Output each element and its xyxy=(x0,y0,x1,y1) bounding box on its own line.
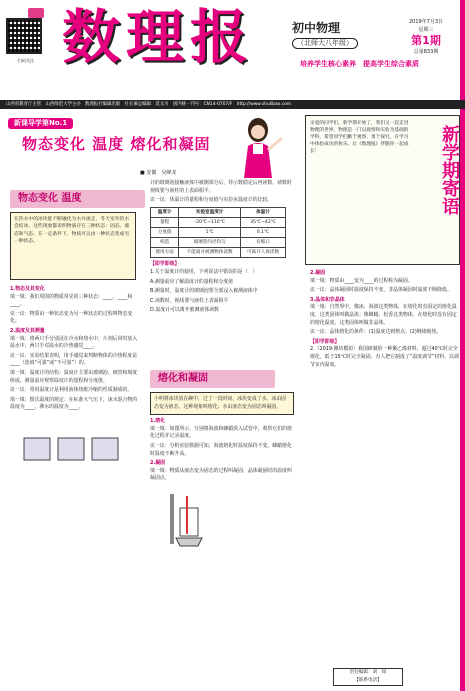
paragraph: 2.（2019·潍坊模拟）我国研制的一种聚乙烯材料，超过40℃时完全熔化，低于15℃时完全凝固。有人把它制成了“温度调节”材料，以调节室内温度。 xyxy=(310,346,459,368)
table-header-cell: 温度计 xyxy=(151,207,179,217)
table-cell: 有缩口 xyxy=(240,238,285,248)
paragraph: A.测量前应了解温度计的量程和分度值 xyxy=(150,278,234,285)
letter-text: 亲爱的同学们，新学期开始了，我们又一起走进物理的世界。物理是一门以观察和实验为基础的学科，希望同学们勤于观察、勇于探究，在学习中体验成功的快乐。让《数理报》伴随你一起成长！ xyxy=(310,121,409,155)
edition-label: （北师大八年级） xyxy=(292,38,358,49)
paragraph: 填一填：如图所示，分别将海波和蜂蜡放入试管中，观察它们的熔化过程并记录温度。 xyxy=(150,425,292,440)
paragraph: B.测量时，温度计的玻璃泡要全部浸入被测液体中 xyxy=(150,288,258,295)
paragraph: 填一填：将两只手分别浸在冷水和热水中，片刻后同时放入温水中，两只手对温水的冷热感觉____。 xyxy=(10,335,138,350)
issue-box xyxy=(392,18,460,56)
section-banner-melting: 熔化和凝固 xyxy=(150,370,275,388)
table-row xyxy=(151,238,286,248)
table-header-cell: 实验室温度计 xyxy=(179,207,241,217)
intro-box: 在热水中的冰块能不断融化为水并流走，冬天室外的水会结冰，这些现象都说明物质存在三种状态：固态、液态和气态。在一定条件下，物质可以由一种状态变成另一种状态。 xyxy=(10,212,136,280)
table-row xyxy=(151,217,286,227)
column-2-section2 xyxy=(150,392,294,552)
table-cell: 35℃~42℃ xyxy=(240,217,285,227)
newspaper-title: 数理报 xyxy=(62,3,255,71)
subsection-heading: 3.晶体和非晶体 xyxy=(310,296,345,303)
paragraph: 议一议：晶体凝固时温度保持不变，非晶体凝固时温度不断降低。 xyxy=(310,287,452,294)
table-row xyxy=(151,228,286,238)
paragraph: 填一填：自然界中，像冰、海波这类物体，在熔化时有固定的熔化温度，这类固体叫做晶体；像蜂蜡、松香这类物体，在熔化时没有固定的熔化温度，这类固体叫做非晶体。 xyxy=(310,304,457,326)
table-cell: 构造 xyxy=(151,238,179,248)
table-cell: 不能离开被测物体读数 xyxy=(179,248,241,258)
qr-code-icon xyxy=(6,18,42,54)
qr-label: 扫码关注 xyxy=(17,58,35,63)
table-cell: 0.1℃ xyxy=(240,228,285,238)
melting-intro-text: 小明将冰块放在碗中，过了一段时间，冰块变成了水。冰由固态变为液态，这种现象叫熔化；水由液态变为固态叫凝固。 xyxy=(154,396,287,410)
section-banner-state-change: 物态变化 温度 xyxy=(10,190,145,208)
paragraph: 填一填：摄氏温度的规定：在标准大气压下，冰水混合物的温度为____，沸水的温度为____。 xyxy=(10,396,138,411)
footer-tag xyxy=(333,668,403,686)
series-tag: 新课导学第No.1 xyxy=(8,118,73,129)
logo-ribbon-icon xyxy=(28,8,44,18)
paragraph: 议一议：体温计的量程和分度值与实验室温度计的比较。 xyxy=(150,197,273,204)
column-2-top xyxy=(150,180,294,205)
paragraph: 议一议：晶体熔化的条件：(1)温度达到熔点；(2)继续吸热。 xyxy=(310,329,442,336)
thermometer-table xyxy=(150,207,286,259)
paragraph: C.读数时，视线要与液柱上表面相平 xyxy=(150,297,229,304)
footer-editor: 责任编辑：刘 绿 xyxy=(349,670,387,675)
subsection-heading: 2.凝固 xyxy=(150,460,166,467)
subsection-heading: 【即学即练】 xyxy=(150,261,180,268)
info-bar: 山西省教育厅主管 山西师范大学主办 数理报社编辑出版 社长兼总编辑：延文川 国内统一刊号：CN14-0707/F http://www.shulibao.com xyxy=(0,100,465,109)
table-cell: 1℃ xyxy=(179,228,241,238)
table-row xyxy=(151,248,286,258)
headline: 物态变化 温度 熔化和凝固 xyxy=(22,135,211,153)
subsection-heading: 【即学即练】 xyxy=(310,338,340,345)
paragraph: 填一填：我们周围的物质常见的三种状态：____、____和____。 xyxy=(10,293,133,308)
melting-body xyxy=(150,418,294,483)
column-3 xyxy=(310,270,460,371)
subsection-heading: 1.熔化 xyxy=(150,418,166,425)
byline: ■ 安徽 吴峰龙 xyxy=(140,170,177,176)
table-cell: 分度值 xyxy=(151,228,179,238)
footer-contact: 【联系电话】 xyxy=(354,678,382,683)
melting-apparatus-figure-icon xyxy=(150,488,220,548)
column-1 xyxy=(10,286,138,414)
paragraph: D.温度计可以离开被测液体读数 xyxy=(150,307,219,314)
table-body xyxy=(151,217,286,257)
issue-label: 第 xyxy=(411,34,423,47)
issue-suffix: 期 xyxy=(429,34,441,47)
table-header-cell: 体温计 xyxy=(240,207,285,217)
paragraph: 议一议：实验结果表明，用手感觉来判断物体的冷热程度是____（选填“可靠”或“不可靠”）的。 xyxy=(10,352,138,367)
hand-water-figure-icon xyxy=(20,428,120,464)
table-cell: 量程 xyxy=(151,217,179,227)
column-2 xyxy=(150,180,294,317)
table-cell: -20℃~110℃ xyxy=(179,217,241,227)
teacher-illustration-icon xyxy=(220,116,290,178)
paragraph: 1.关于温度计的使用，下列说法中错误的是（ ） xyxy=(150,268,258,275)
subsection-heading: 2.温度及其测量 xyxy=(10,327,45,334)
paragraph: 议一议：常用温度计是利用液体热胀冷缩的性质制成的。 xyxy=(10,387,133,394)
table-header-row xyxy=(151,207,286,217)
table-cell: 使用方法 xyxy=(151,248,179,258)
issue-date: 2019年7月3日 xyxy=(408,19,444,25)
paragraph: 填一填：温度计的结构：温度计主要由玻璃泡、细管和刻度组成。测量前应观察温度计的量程和分度值。 xyxy=(10,369,138,384)
slogan: 培养学生核心素养 提高学生综合素质 xyxy=(300,60,419,68)
paragraph: 议一议：物质由一种状态变为另一种状态的过程叫物态变化。 xyxy=(10,310,133,325)
total-issue: 总第833期 xyxy=(413,49,439,55)
table-cell: 玻璃管内径均匀 xyxy=(179,238,241,248)
letter-title: 新学期寄语 xyxy=(439,125,460,215)
paragraph: 议一议：分析实验数据可知，海波熔化时温度保持不变，蜂蜡熔化时温度不断升高。 xyxy=(150,442,292,457)
issue-no: 1 xyxy=(422,34,430,47)
subsection-heading: 2.凝固 xyxy=(310,270,326,276)
sub-title: 初中物理 xyxy=(292,21,341,35)
table-cell: 可离开人体读数 xyxy=(240,248,285,258)
issue-weekday: 星期三 xyxy=(418,27,434,33)
issue-number xyxy=(392,34,460,48)
paragraph: 计的玻璃泡接触液体中被测部分后，待示数稳定后再读数，读数时视线要与液柱的上表面相平。 xyxy=(150,180,292,194)
melting-intro-box xyxy=(150,392,294,415)
paragraph: 填一填：物质由____变为____的过程称为凝固。 xyxy=(310,277,413,284)
paragraph: 填一填：物质从液态变为固态的过程叫凝固，晶体凝固时的温度叫凝固点。 xyxy=(150,467,292,482)
column-2-bottom xyxy=(150,261,294,315)
subsection-heading: 1.物态及其变化 xyxy=(10,286,45,292)
